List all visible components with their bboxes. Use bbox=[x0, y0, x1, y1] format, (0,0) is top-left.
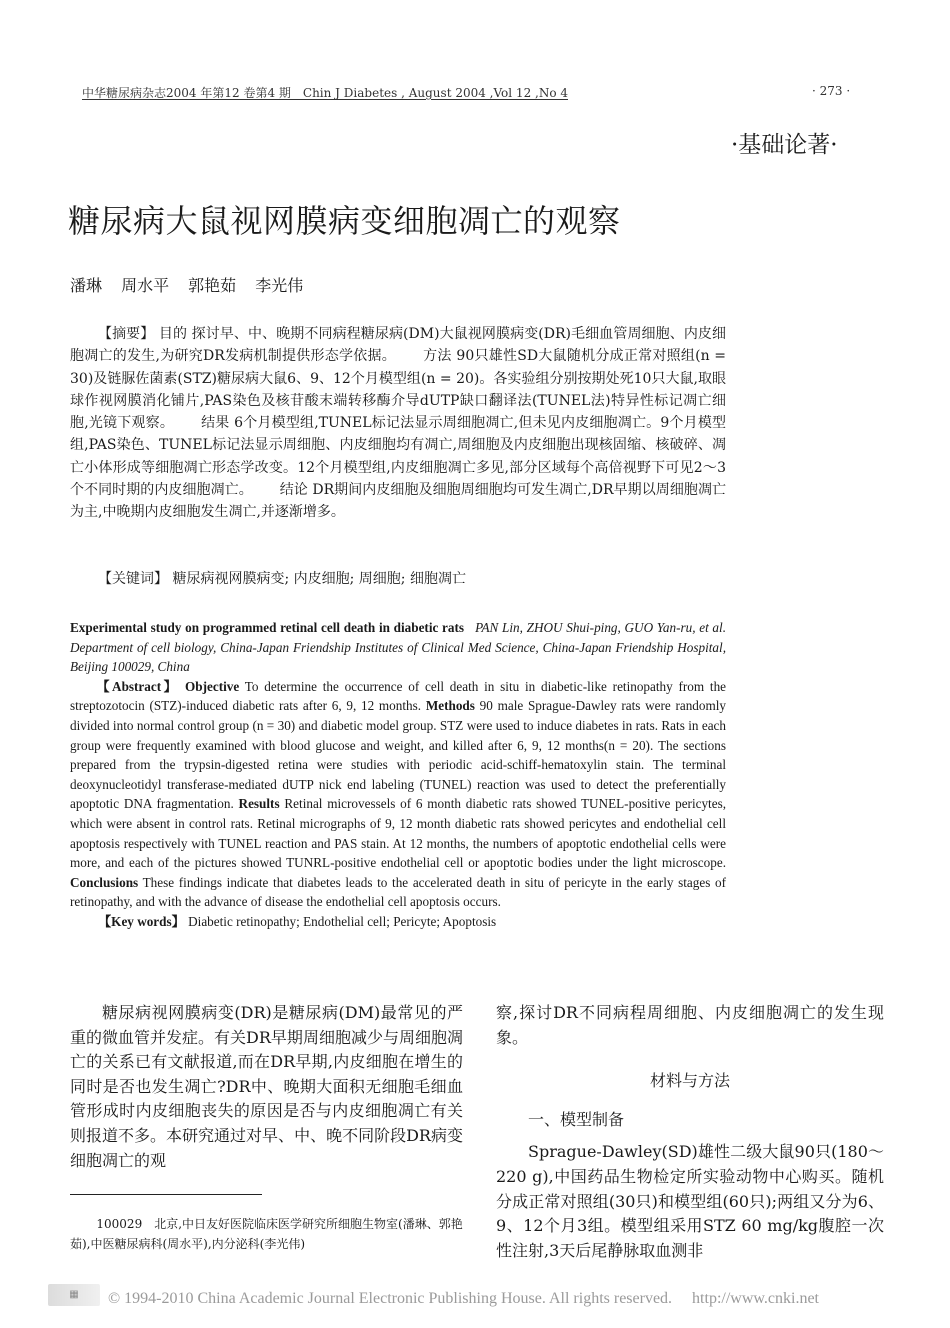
english-keywords-label: 【Key words】 bbox=[98, 913, 185, 929]
body-intro-paragraph: 糖尿病视网膜病变(DR)是糖尿病(DM)最常见的严重的微血管并发症。有关DR早期周细胞减少与周细胞凋亡的关系已有文献报道,而在DR早期,内皮细胞在增生的同时是否也发生凋亡?DR中、晚期大面积无细胞毛细血管形成时内皮细胞丧失的原因是否与内皮细胞凋亡有关则报道不多。本研究通过对早、中、晚不同阶段DR病变细胞凋亡的观 bbox=[70, 1003, 463, 1170]
keywords-label: 【关键词】 bbox=[98, 571, 168, 587]
english-abstract-label: 【Abstract】 bbox=[96, 678, 180, 694]
english-keywords bbox=[98, 912, 726, 932]
page-number: · 273 · bbox=[812, 84, 851, 98]
english-conclusions-text: These findings indicate that diabetes leads to the accelerated death in situ of pericyte in the early stages of retinopathy, and with the advance of disease the endothelial cell apoptosis occurs. bbox=[70, 874, 726, 910]
abstract-label: 【摘要】 bbox=[98, 326, 155, 342]
english-results-label: Results bbox=[238, 796, 280, 812]
subsection-heading-model: 一、模型制备 bbox=[528, 1109, 625, 1129]
english-abstract-block bbox=[70, 618, 726, 932]
english-title-authors bbox=[70, 618, 726, 677]
model-paragraph: Sprague-Dawley(SD)雄性二级大鼠90只(180～220 g),中国药品生物检定所实验动物中心购买。随机分成正常对照组(30只)和模型组(60只);两组又分为6、9、12个月3组。模型组采用STZ 60 mg/kg腹腔一次性注射,3天后尾静脉取血测非 bbox=[496, 1142, 884, 1260]
publisher-logo-icon: ▦ bbox=[48, 1284, 100, 1306]
methods-label: 方法 bbox=[423, 348, 452, 365]
english-keywords-text: Diabetic retinopathy; Endothelial cell; Pericyte; Apoptosis bbox=[188, 913, 497, 929]
footnote-divider bbox=[70, 1194, 262, 1195]
results-text: 6个月模型组,TUNEL标记法显示周细胞凋亡,但未见内皮细胞凋亡。9个月模型组,PAS染色、TUNEL标记法显示周细胞、内皮细胞均有凋亡,周细胞及内皮细胞出现核固缩、核破碎、凋亡小体形成等细胞凋亡形态学改变。12个月模型组,内皮细胞凋亡多见,部分区域每个高倍视野下可见2～3个不同时期的内皮细胞凋亡。 bbox=[70, 415, 727, 499]
conclusion-text: DR期间内皮细胞及细胞周细胞均可发生凋亡,DR早期以周细胞凋亡为主,中晚期内皮细胞发生凋亡,并逐渐增多。 bbox=[70, 482, 727, 521]
journal-header: 中华糖尿病杂志2004 年第12 卷第4 期 Chin J Diabetes , August 2004 ,Vol 12 ,No 4 bbox=[82, 86, 569, 100]
copyright-footer bbox=[48, 1284, 928, 1306]
english-conclusions-label: Conclusions bbox=[70, 874, 139, 890]
keywords-text: 糖尿病视网膜病变; 内皮细胞; 周细胞; 细胞凋亡 bbox=[172, 571, 466, 587]
author-affiliation-footnote: 100029 北京,中日友好医院临床医学研究所细胞生物室(潘琳、郭艳茹),中医糖尿病科(周水平),内分泌科(李光伟) bbox=[70, 1217, 463, 1251]
copyright-text: © 1994-2010 China Academic Journal Electronic Publishing House. All rights reserved. http://www.cnki.net bbox=[108, 1290, 819, 1307]
english-results-text: Retinal microvessels of 6 month diabetic rats showed TUNEL-positive pericytes, which were absent in control rats. Retinal micrographs of 9, 12 month diabetic rats showed pericytes and endothelial cell apoptosis respectively with TUNEL reaction and PAS stain. At 12 months, the numbers of apoptotic endothelial cells were more, and each of the pictures showed TUNRL-positive endothelial cell or apoptotic bodies under the light microscope. bbox=[70, 796, 727, 871]
methods-text: 90只雄性SD大鼠随机分成正常对照组(n = 30)及链脲佐菌素(STZ)糖尿病大鼠6、9、12个月模型组(n = 20)。各实验组分别按期处死10只大鼠,取眼球作视网膜消化铺片,PAS染色及核苷酸末端转移酶介导dUTP缺口翻译法(TUNEL法)特异性标记凋亡细胞,光镜下观察。 bbox=[70, 348, 727, 432]
body-right-column bbox=[496, 1001, 884, 1263]
english-methods-text: 90 male Sprague-Dawley rats were randomly divided into normal control group (n = 30) and diabetic model group. STZ were used to induce diabetes in rats. Rats in each group were frequently examined with blood glucose and weight, and killed after 6, 9, 12 months(n = 20). The sections prepared from the trypsin-digested retina were studies with periodic acid-schiff-hematoxylin stain. The terminal deoxynucleotidyl transferase-mediated dUTP nick end labeling (TUNEL) reaction was used to detect the preferentially apoptotic DNA fragmentation. bbox=[70, 698, 727, 812]
english-title: Experimental study on programmed retinal cell death in diabetic rats bbox=[70, 620, 465, 635]
english-methods-label: Methods bbox=[425, 698, 475, 714]
english-abstract bbox=[70, 677, 726, 912]
section-heading-materials-methods: 材料与方法 bbox=[649, 1071, 730, 1091]
chinese-abstract bbox=[70, 323, 726, 524]
authors: 潘琳 周水平 郭艳茹 李光伟 bbox=[70, 276, 304, 295]
objective-label: 目的 bbox=[158, 326, 188, 342]
conclusion-label: 结论 bbox=[279, 482, 308, 499]
section-label: ·基础论著· bbox=[731, 132, 838, 158]
objective-text: 探讨早、中、晚期不同病程糖尿病(DM)大鼠视网膜病变(DR)毛细血管周细胞、内皮细胞凋亡的发生,为研究DR发病机制提供形态学依据。 bbox=[70, 326, 727, 365]
article-title: 糖尿病大鼠视网膜病变细胞凋亡的观察 bbox=[68, 202, 621, 240]
intro-continued: 察,探讨DR不同病程周细胞、内皮细胞凋亡的发生现象。 bbox=[496, 1003, 884, 1047]
english-authors: PAN Lin, ZHOU Shui-ping, GUO Yan-ru, et al. Department of cell biology, China-Japan Friendship Institutes of Clinical Med Science, China-Japan Friendship Hospital, Beijing 100029, China bbox=[70, 620, 726, 675]
english-objective-text: To determine the occurrence of cell death in situ in diabetic-like retinopathy from the streptozotocin (STZ)-induced diabetic rats after 6, 9, 12 months. bbox=[70, 678, 727, 714]
chinese-keywords bbox=[98, 568, 466, 588]
english-objective-label: Objective bbox=[185, 678, 240, 694]
results-label: 结果 bbox=[201, 415, 230, 432]
